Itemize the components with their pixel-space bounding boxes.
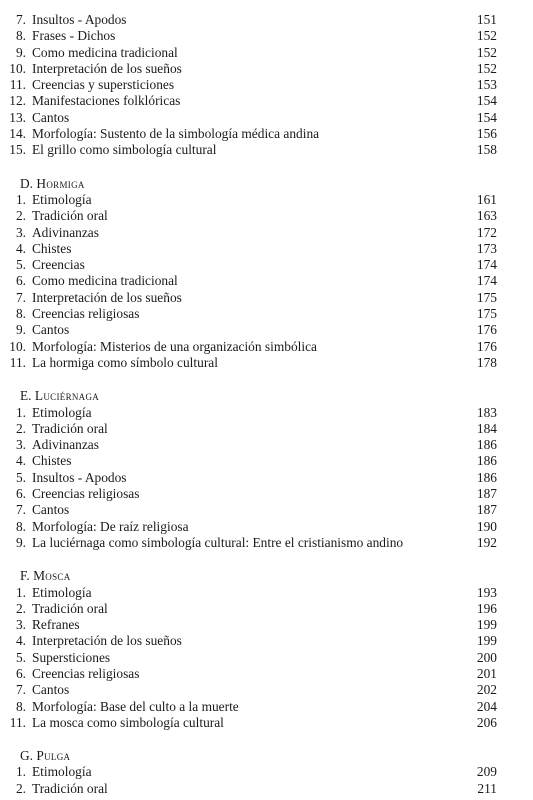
entry-title: Creencias religiosas [32, 665, 140, 681]
entry-number: 10. [9, 338, 26, 354]
entry-title: Interpretación de los sueños [32, 289, 182, 305]
toc-entry[interactable] [0, 617, 533, 633]
entry-page-number: 175 [476, 289, 497, 305]
entry-title: Creencias y supersticiones [32, 77, 175, 93]
entry-number: 1. [15, 764, 26, 780]
toc-entry[interactable] [0, 715, 533, 731]
toc-entry[interactable] [0, 666, 533, 682]
section-title: Mosca [33, 568, 71, 584]
entry-page-number: 192 [476, 534, 497, 550]
section-heading [0, 176, 533, 192]
entry-page-number: 176 [476, 322, 497, 338]
toc-entry[interactable] [0, 93, 533, 109]
entry-number: 9. [15, 44, 26, 60]
entry-title: Chistes [32, 240, 72, 256]
entry-title: Tradición oral [32, 780, 108, 796]
entry-page-number: 211 [477, 780, 497, 796]
entry-page-number: 153 [476, 77, 497, 93]
entry-page-number: 154 [476, 109, 497, 125]
entry-title: Morfología: De raíz religiosa [32, 518, 189, 534]
entry-number: 2. [15, 208, 26, 224]
toc-entry[interactable] [0, 61, 533, 77]
toc-entry[interactable] [0, 322, 533, 338]
toc-entry[interactable] [0, 633, 533, 649]
entry-page-number: 175 [476, 306, 497, 322]
toc-entry[interactable] [0, 28, 533, 44]
toc-entry[interactable] [0, 339, 533, 355]
entry-page-number: 201 [476, 665, 497, 681]
section-heading [0, 748, 533, 764]
toc-entry[interactable] [0, 682, 533, 698]
entry-number: 7. [15, 502, 26, 518]
entry-title: La mosca como simbología cultural [32, 714, 224, 730]
entry-title: Como medicina tradicional [32, 44, 178, 60]
entry-number: 5. [15, 469, 26, 485]
section-title: Pulga [36, 748, 71, 764]
toc-entry[interactable] [0, 290, 533, 306]
toc-entry[interactable] [0, 273, 533, 289]
toc-entry[interactable] [0, 142, 533, 158]
toc-entry[interactable] [0, 421, 533, 437]
entry-number: 1. [15, 191, 26, 207]
entry-number: 15. [9, 142, 26, 158]
section-spacer [0, 371, 533, 388]
entry-title: Morfología: Sustento de la simbología médica andina [32, 126, 320, 142]
entry-number: 6. [15, 486, 26, 502]
toc-entry[interactable] [0, 764, 533, 780]
entry-number: 1. [15, 584, 26, 600]
entry-number: 4. [15, 633, 26, 649]
entry-number: 7. [15, 289, 26, 305]
toc-entry[interactable] [0, 535, 533, 551]
entry-number: 8. [15, 698, 26, 714]
entry-number: 1. [15, 404, 26, 420]
entry-page-number: 202 [476, 682, 497, 698]
entry-number: 9. [15, 534, 26, 550]
entry-page-number: 186 [476, 453, 497, 469]
entry-page-number: 204 [476, 698, 497, 714]
entry-title: La hormiga como símbolo cultural [32, 354, 218, 370]
entry-page-number: 193 [476, 584, 497, 600]
entry-number: 4. [15, 240, 26, 256]
entry-page-number: 151 [476, 12, 497, 27]
entry-page-number: 183 [476, 404, 497, 420]
section-heading [0, 388, 533, 404]
section-spacer [0, 731, 533, 748]
entry-number: 4. [15, 453, 26, 469]
entry-title: Creencias religiosas [32, 306, 140, 322]
toc-entry[interactable] [0, 77, 533, 93]
entry-number: 5. [15, 257, 26, 273]
entry-page-number: 174 [476, 273, 497, 289]
entry-page-number: 186 [476, 469, 497, 485]
toc-entry[interactable] [0, 45, 533, 61]
section-letter: F. [20, 568, 30, 584]
entry-number: 6. [15, 273, 26, 289]
toc-entry[interactable] [0, 519, 533, 535]
entry-page-number: 161 [476, 191, 497, 207]
entry-title: La luciérnaga como simbología cultural: Entre el cristianismo andino [32, 534, 404, 550]
entry-number: 5. [15, 649, 26, 665]
toc-entry[interactable] [0, 502, 533, 518]
entry-number: 6. [15, 665, 26, 681]
entry-page-number: 158 [476, 142, 497, 158]
entry-title: Manifestaciones folklóricas [32, 93, 181, 109]
entry-title: Etimología [32, 764, 92, 780]
entry-page-number: 200 [476, 649, 497, 665]
entry-number: 10. [9, 60, 26, 76]
entry-title: El grillo como simbología cultural [32, 142, 217, 158]
entry-page-number: 186 [476, 437, 497, 453]
toc-entry[interactable] [0, 470, 533, 486]
entry-title: Cantos [32, 682, 70, 698]
entry-title: Frases - Dichos [32, 28, 116, 44]
toc-entry[interactable] [0, 355, 533, 371]
toc-entry[interactable] [0, 257, 533, 273]
entry-title: Insultos - Apodos [32, 469, 127, 485]
entry-number: 8. [15, 28, 26, 44]
entry-page-number: 152 [476, 60, 497, 76]
toc-entry[interactable] [0, 126, 533, 142]
toc-entry[interactable] [0, 699, 533, 715]
entry-page-number: 152 [476, 28, 497, 44]
table-of-contents [0, 12, 533, 797]
entry-title: Cantos [32, 322, 70, 338]
entry-page-number: 174 [476, 257, 497, 273]
section-spacer [0, 551, 533, 568]
entry-page-number: 199 [476, 633, 497, 649]
toc-entry[interactable] [0, 225, 533, 241]
entry-title: Cantos [32, 109, 70, 125]
section-letter: G. [20, 748, 34, 764]
entry-page-number: 154 [476, 93, 497, 109]
entry-title: Adivinanzas [32, 224, 99, 240]
toc-entry[interactable] [0, 601, 533, 617]
entry-title: Supersticiones [32, 649, 111, 665]
entry-page-number: 156 [476, 126, 497, 142]
section-heading [0, 568, 533, 584]
entry-number: 2. [15, 780, 26, 796]
entry-number: 7. [15, 12, 26, 27]
entry-page-number: 206 [476, 714, 497, 730]
entry-title: Tradición oral [32, 208, 108, 224]
toc-entry[interactable] [0, 585, 533, 601]
entry-title: Tradición oral [32, 600, 108, 616]
entry-page-number: 190 [476, 518, 497, 534]
toc-entry[interactable] [0, 486, 533, 502]
toc-entry[interactable] [0, 12, 533, 28]
entry-page-number: 196 [476, 600, 497, 616]
entry-number: 8. [15, 306, 26, 322]
entry-title: Etimología [32, 404, 92, 420]
toc-entry[interactable] [0, 437, 533, 453]
entry-page-number: 187 [476, 486, 497, 502]
toc-entry[interactable] [0, 306, 533, 322]
entry-number: 11. [9, 714, 26, 730]
entry-page-number: 178 [476, 354, 497, 370]
entry-title: Etimología [32, 584, 92, 600]
entry-page-number: 187 [476, 502, 497, 518]
toc-entry[interactable] [0, 405, 533, 421]
entry-number: 7. [15, 682, 26, 698]
toc-entry[interactable] [0, 650, 533, 666]
entry-page-number: 199 [476, 617, 497, 633]
section-letter: E. [20, 388, 32, 404]
entry-number: 2. [15, 420, 26, 436]
entry-page-number: 209 [476, 764, 497, 780]
entry-number: 3. [15, 224, 26, 240]
entry-number: 9. [15, 322, 26, 338]
entry-title: Insultos - Apodos [32, 12, 127, 27]
section-spacer [0, 159, 533, 176]
entry-number: 11. [9, 77, 26, 93]
section-title: Luciérnaga [34, 388, 100, 404]
toc-entry[interactable] [0, 453, 533, 469]
entry-title: Chistes [32, 453, 72, 469]
entry-page-number: 172 [476, 224, 497, 240]
entry-title: Tradición oral [32, 420, 108, 436]
entry-page-number: 184 [476, 420, 497, 436]
entry-number: 12. [9, 93, 26, 109]
entry-number: 3. [15, 617, 26, 633]
entry-title: Adivinanzas [32, 437, 99, 453]
entry-title: Morfología: Misterios de una organización simbólica [32, 338, 317, 354]
entry-page-number: 163 [476, 208, 497, 224]
entry-title: Creencias [32, 257, 85, 273]
entry-title: Morfología: Base del culto a la muerte [32, 698, 239, 714]
entry-number: 3. [15, 437, 26, 453]
entry-title: Cantos [32, 502, 70, 518]
entry-title: Interpretación de los sueños [32, 60, 182, 76]
toc-entry[interactable] [0, 110, 533, 126]
entry-page-number: 152 [476, 44, 497, 60]
toc-entry[interactable] [0, 781, 533, 797]
entry-number: 8. [15, 518, 26, 534]
toc-entry[interactable] [0, 192, 533, 208]
entry-page-number: 173 [476, 240, 497, 256]
entry-number: 2. [15, 600, 26, 616]
entry-title: Creencias religiosas [32, 486, 140, 502]
entry-title: Interpretación de los sueños [32, 633, 182, 649]
toc-entry[interactable] [0, 241, 533, 257]
entry-number: 14. [9, 126, 26, 142]
entry-title: Como medicina tradicional [32, 273, 178, 289]
entry-page-number: 176 [476, 338, 497, 354]
entry-title: Refranes [32, 617, 80, 633]
toc-entry[interactable] [0, 208, 533, 224]
entry-number: 13. [9, 109, 26, 125]
entry-title: Etimología [32, 191, 92, 207]
entry-number: 11. [9, 354, 26, 370]
section-title: Hormiga [36, 175, 85, 191]
section-letter: D. [20, 175, 34, 191]
